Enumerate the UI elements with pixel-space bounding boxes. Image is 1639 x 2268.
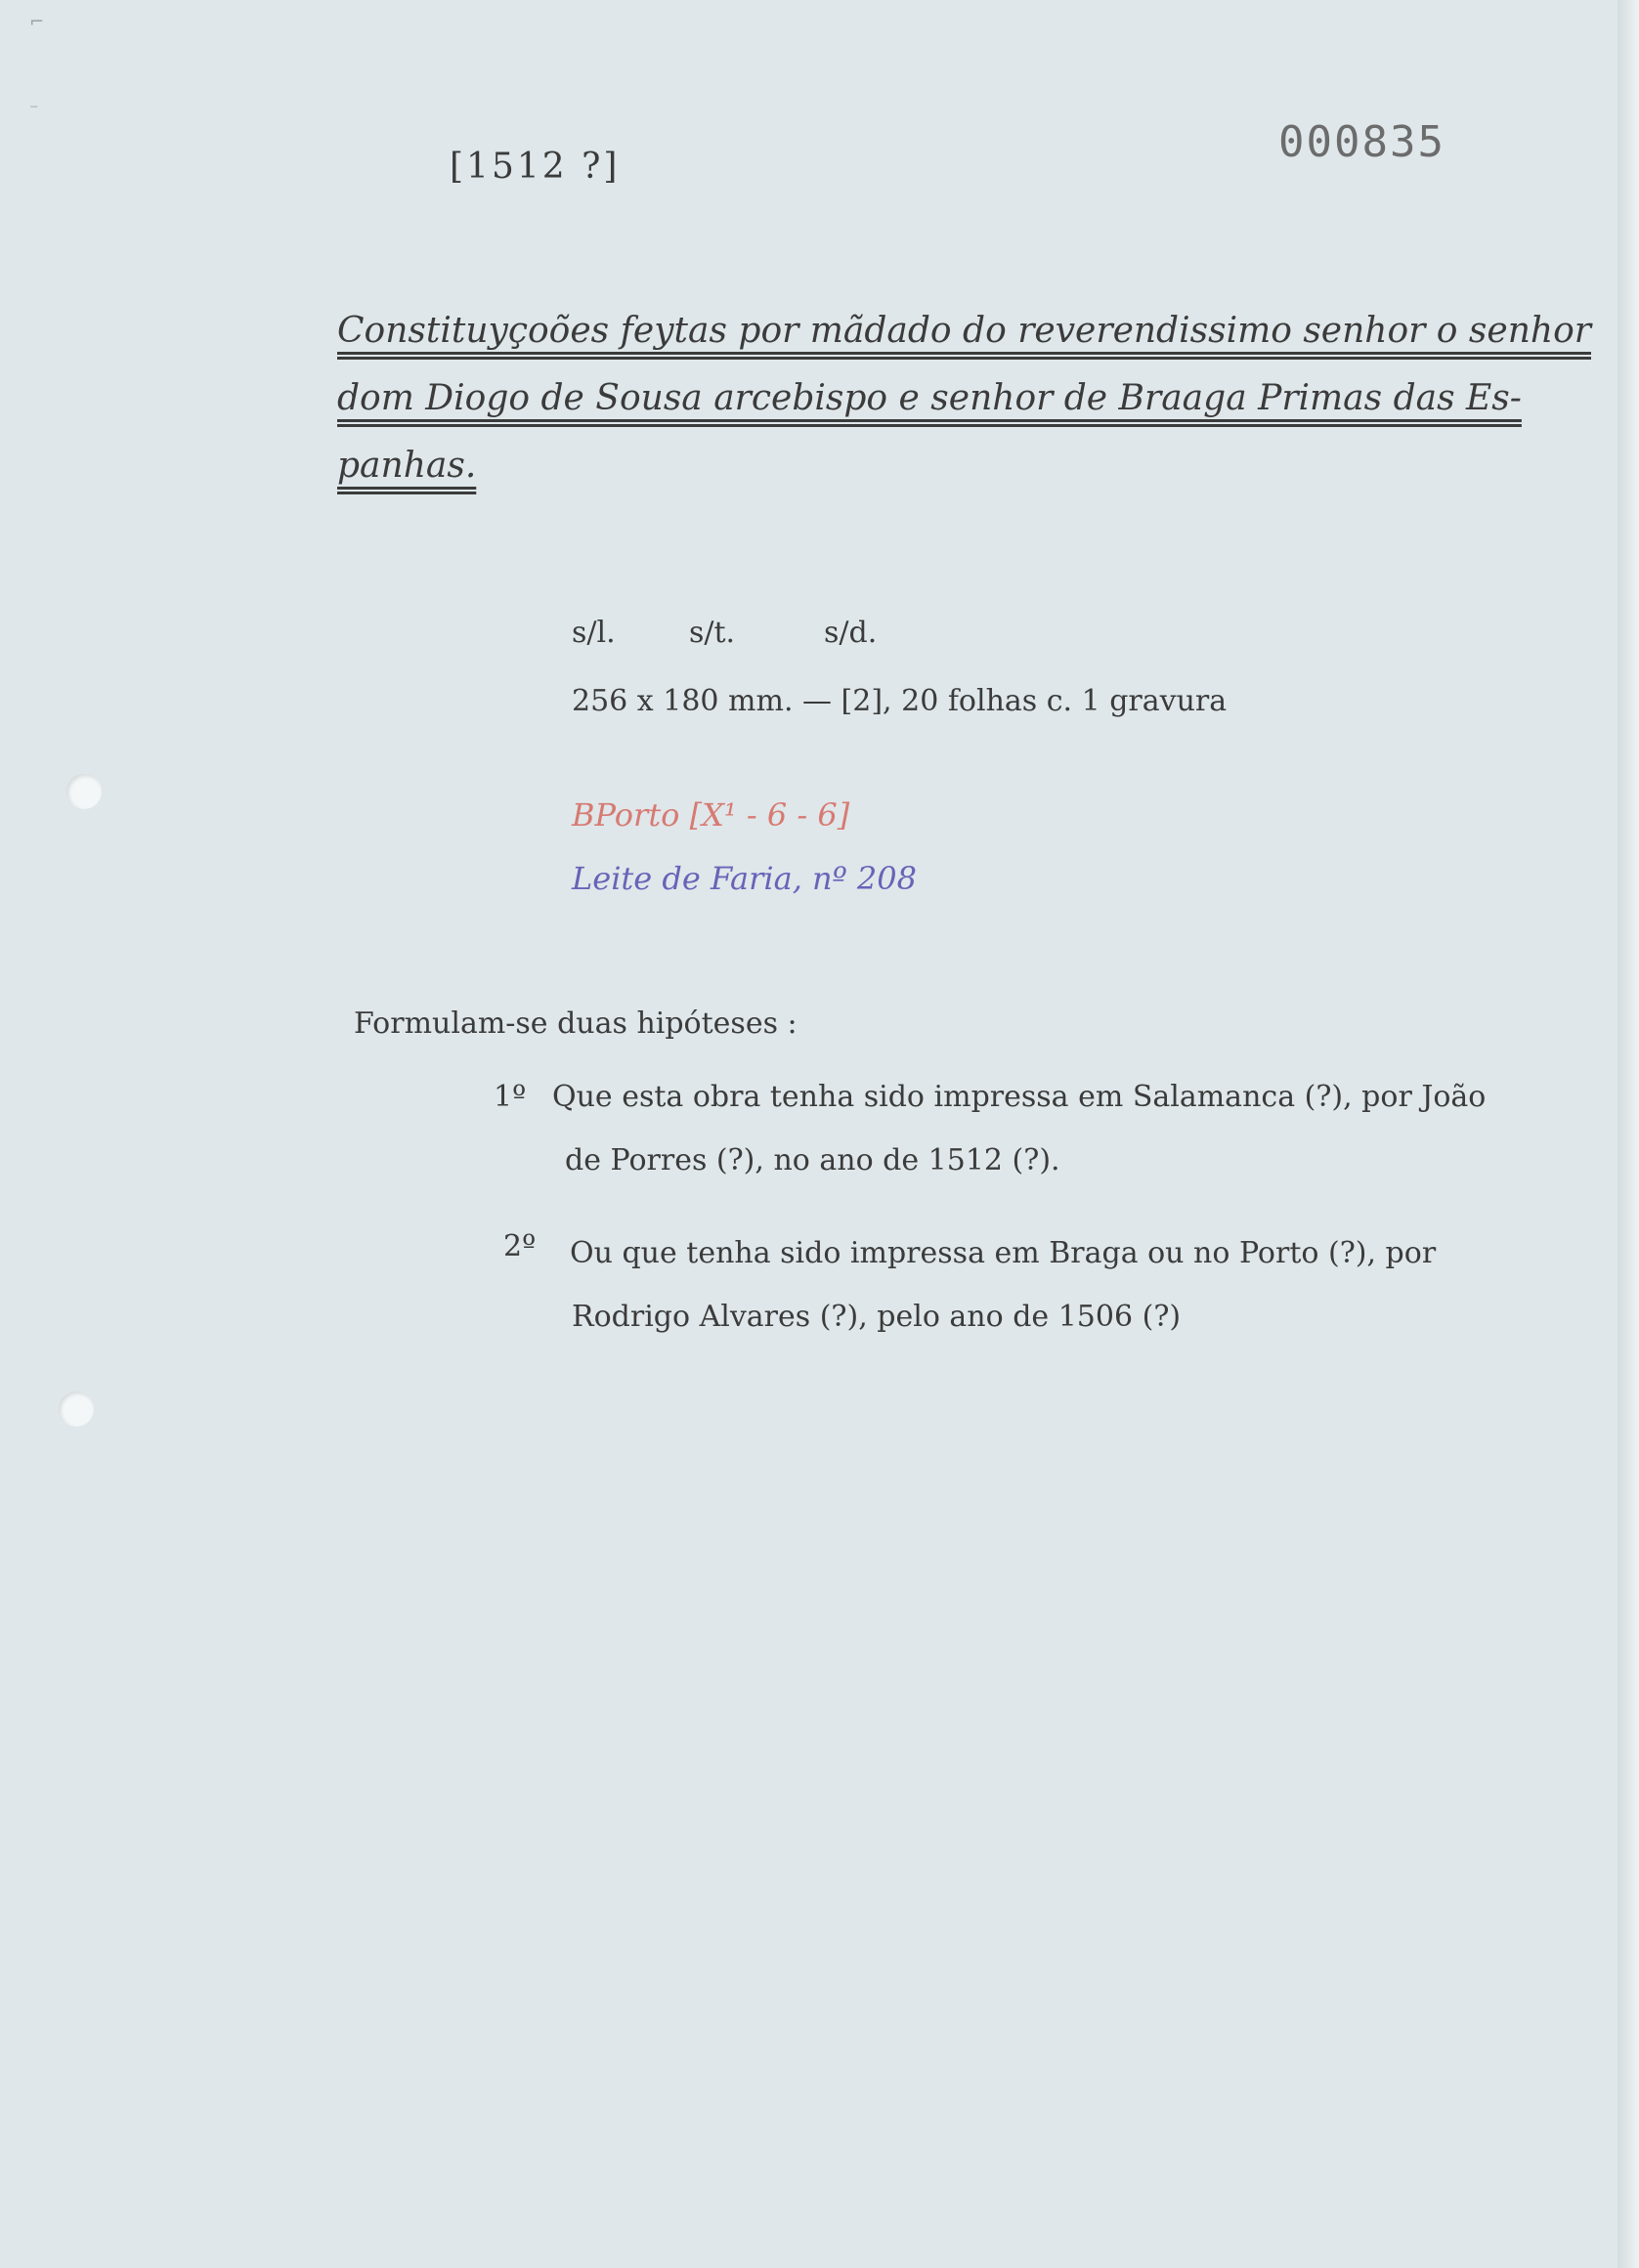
imprint-date: s/d. [824, 616, 878, 650]
hypotheses-intro: Formulam-se duas hipóteses : [354, 1006, 798, 1041]
title-line-2: dom Diogo de Sousa arcebispo e senhor de Braaga Primas das Es- [337, 378, 1522, 418]
bibliographic-reference: Leite de Faria, nº 208 [572, 860, 917, 897]
hypothesis-1-line-1: Que esta obra tenha sido impressa em Salamanca (?), por João [552, 1080, 1487, 1114]
hypothesis-1-number: 1º [494, 1080, 527, 1114]
hypothesis-2-line-1: Ou que tenha sido impressa em Braga ou no Porto (?), por [570, 1236, 1437, 1270]
hypothesis-1-line-2: de Porres (?), no ano de 1512 (?). [565, 1143, 1060, 1177]
date-tag: [1512 ?] [450, 147, 621, 187]
imprint-place: s/l. [572, 616, 616, 650]
title-block [337, 311, 1591, 513]
edge-mark-top: ⌐ [29, 12, 45, 32]
title-line-1: Constituyçoões feytas por mãdado do reverendissimo senhor o senhor [337, 311, 1591, 351]
hypothesis-2-number: 2º [503, 1229, 537, 1263]
title-line-3: panhas. [337, 446, 477, 486]
punch-hole-upper [66, 774, 102, 809]
stamp-number: 000835 [1278, 117, 1445, 167]
physical-description: 256 x 180 mm. — [2], 20 folhas c. 1 gravura [572, 684, 1228, 718]
hypothesis-2-line-2: Rodrigo Alvares (?), pelo ano de 1506 (?) [572, 1300, 1182, 1334]
library-location: BPorto [X¹ - 6 - 6] [572, 796, 850, 834]
imprint-typographer: s/t. [689, 616, 736, 650]
edge-mark-left: ⁻ [29, 100, 39, 120]
punch-hole-lower [59, 1391, 94, 1427]
